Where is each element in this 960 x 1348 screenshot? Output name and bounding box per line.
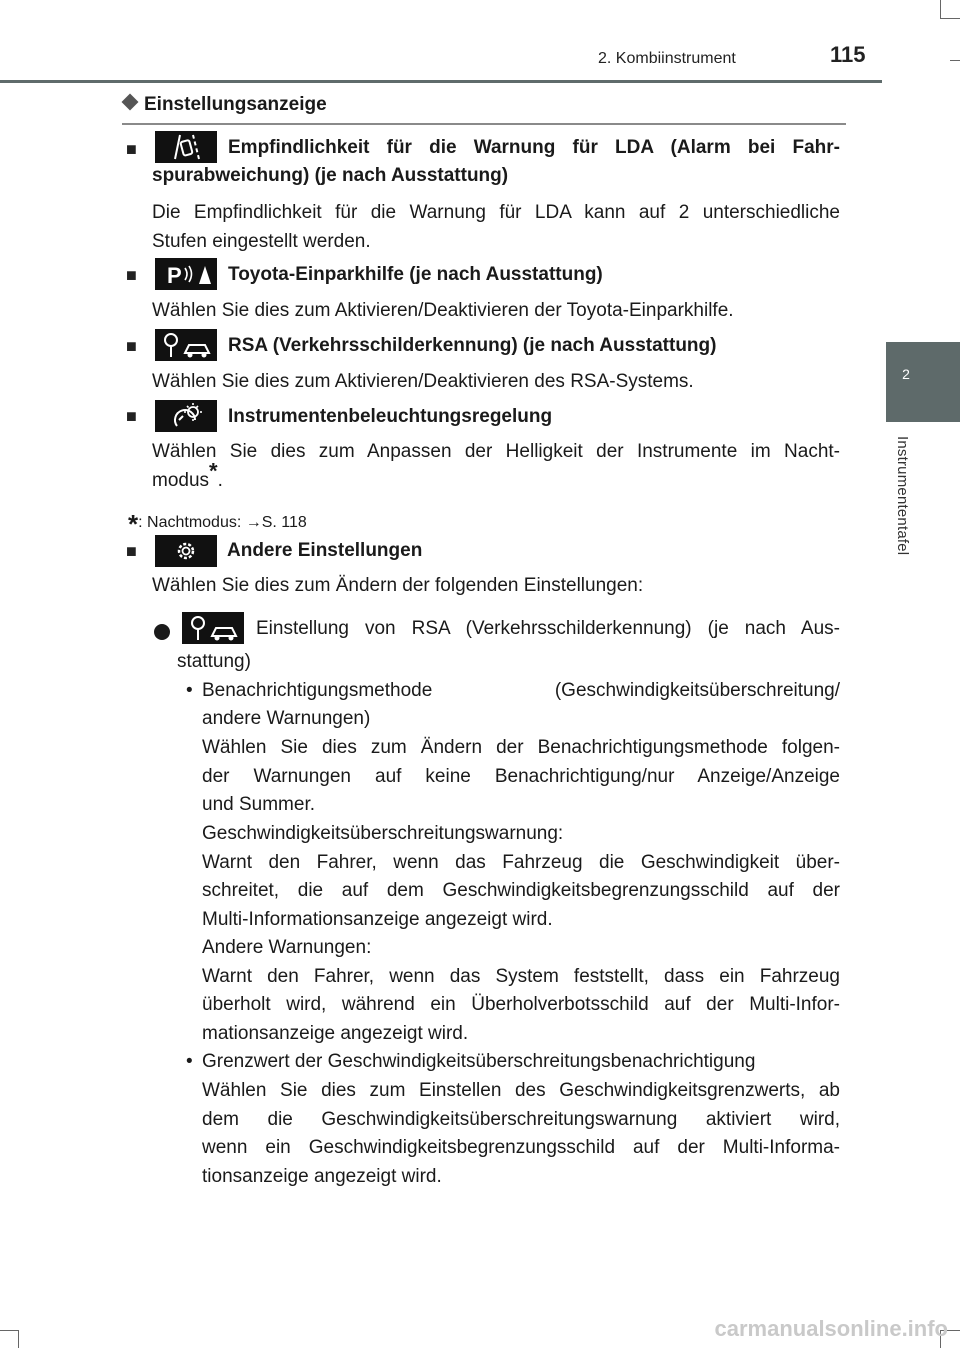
item-title: Toyota-Einparkhilfe (je nach Ausstattung) — [228, 264, 603, 285]
sub-item-title-cont: stattung) — [177, 651, 251, 672]
bullet-line: dem die Geschwindigkeitsüberschreitungswarnung aktiviert wird, — [202, 1109, 840, 1130]
item-body: Wählen Sie dies zum Ändern der folgenden Einstellungen: — [152, 575, 644, 596]
crop-mark — [940, 0, 941, 18]
bullet-marker: • — [186, 680, 193, 701]
bullet-line: schreitet, die auf dem Geschwindigkeitsbegrenzungsschild auf der — [202, 880, 840, 901]
crop-mark — [0, 1330, 18, 1331]
bullet-line: Wählen Sie dies zum Ändern der Benachrichtigungsmethode folgen- — [202, 737, 840, 758]
chapter-tab — [886, 342, 960, 422]
item-square-marker: ■ — [126, 265, 137, 285]
bullet-line: Wählen Sie dies zum Einstellen des Geschwindigkeitsgrenzwerts, ab — [202, 1080, 840, 1101]
bullet-line: Multi-Informationsanzeige angezeigt wird. — [202, 909, 553, 930]
crop-mark — [940, 18, 960, 19]
bullet-line: Warnt den Fahrer, wenn das System feststellt, dass ein Fahrzeug — [202, 966, 840, 987]
chapter-number: 2 — [902, 366, 910, 382]
lane-departure-icon — [155, 131, 217, 163]
footnote-text: : Nachtmodus: →S. 118 — [138, 514, 307, 531]
section-rule — [122, 123, 846, 125]
road-sign-assist-icon — [182, 612, 244, 644]
item-square-marker: ■ — [126, 541, 137, 561]
bullet-line: Benachrichtigungsmethode (Geschwindigkeitsüberschreitung/ — [202, 680, 840, 701]
bullet-line: andere Warnungen) — [202, 708, 371, 729]
road-sign-assist-icon — [155, 329, 217, 361]
illumination-icon — [155, 400, 217, 432]
chapter-label: Instrumententafel — [894, 436, 911, 556]
footnote-marker: * — [209, 458, 218, 484]
bullet-line: Andere Warnungen: — [202, 937, 372, 958]
bullet-line: tionsanzeige angezeigt wird. — [202, 1166, 442, 1187]
bullet-line: der Warnungen auf keine Benachrichtigung/nur Anzeige/Anzeige — [202, 766, 840, 787]
item-body: Wählen Sie dies zum Aktivieren/Deaktivieren der Toyota-Einparkhilfe. — [152, 300, 734, 321]
item-body-cont: Stufen eingestellt werden. — [152, 231, 371, 252]
item-title: Andere Einstellungen — [227, 540, 423, 561]
item-body-cont — [152, 458, 223, 495]
bullet-line: Grenzwert der Geschwindigkeitsüberschreitungsbenachrichtigung — [202, 1051, 756, 1072]
parking-assist-icon — [155, 258, 217, 290]
header-rule — [0, 80, 882, 83]
section-heading-text: Einstellungsanzeige — [144, 94, 327, 115]
gear-icon — [155, 535, 217, 567]
bullet-line: überholt wird, während ein Überholverbotsschild auf der Multi-Infor- — [202, 994, 840, 1015]
item-square-marker: ■ — [126, 139, 137, 159]
bullet-line: und Summer. — [202, 794, 315, 815]
item-body: Wählen Sie dies zum Aktivieren/Deaktivieren des RSA-Systems. — [152, 371, 694, 392]
page-number: 115 — [830, 42, 866, 67]
item-body: Die Empfindlichkeit für die Warnung für LDA kann auf 2 unterschiedliche — [152, 202, 840, 223]
footnote-mark: * — [128, 509, 139, 539]
item-title: Instrumentenbeleuchtungsregelung — [228, 406, 553, 427]
bullet-line: Warnt den Fahrer, wenn das Fahrzeug die Geschwindigkeit über- — [202, 852, 840, 873]
item-title: RSA (Verkehrsschilderkennung) (je nach Ausstattung) — [228, 335, 717, 356]
svg-text:P: P — [167, 263, 182, 288]
watermark: carmanualsonline.info — [714, 1316, 948, 1341]
item-title-cont: spurabweichung) (je nach Ausstattung) — [152, 165, 509, 186]
item-body: Wählen Sie dies zum Anpassen der Helligkeit der Instrumente im Nacht- — [152, 441, 840, 462]
running-header-section: 2. Kombiinstrument — [598, 50, 736, 67]
item-body-text: modus — [152, 470, 210, 491]
bullet-line: mationsanzeige angezeigt wird. — [202, 1023, 469, 1044]
item-title: Empfindlichkeit für die Warnung für LDA (Alarm bei Fahr- — [228, 137, 840, 158]
bullet-dot — [154, 624, 170, 645]
item-body-period: . — [217, 470, 223, 491]
diamond-icon — [122, 94, 139, 111]
bullet-line: wenn ein Geschwindigkeitsbegrenzungsschild auf der Multi-Informa- — [202, 1137, 840, 1158]
crop-mark — [950, 60, 960, 61]
crop-mark — [18, 1330, 19, 1348]
bullet-marker: • — [186, 1051, 193, 1072]
bullet-line: Geschwindigkeitsüberschreitungswarnung: — [202, 823, 564, 844]
item-square-marker: ■ — [126, 406, 137, 426]
item-square-marker: ■ — [126, 336, 137, 356]
sub-item-title: Einstellung von RSA (Verkehrsschilderkennung) (je nach Aus- — [256, 618, 840, 639]
footnote — [128, 503, 307, 539]
section-heading — [122, 94, 327, 116]
